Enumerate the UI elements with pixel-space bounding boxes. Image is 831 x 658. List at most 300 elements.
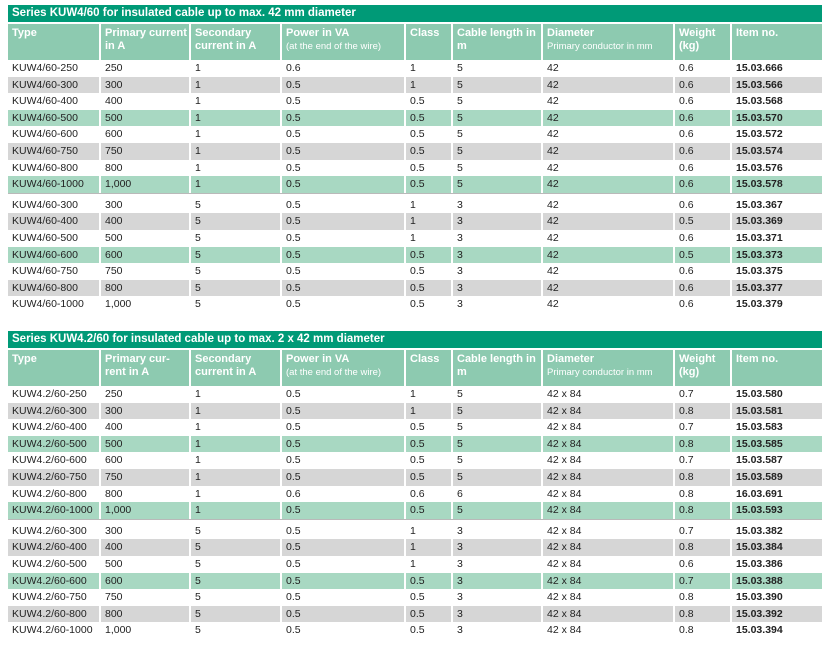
cell-type: KUW4/60-500: [12, 231, 78, 244]
cell-item-no: 15.03.371: [730, 230, 822, 247]
header-secondary-current: Secondary current in A: [189, 24, 280, 60]
cell-power: 0.5: [280, 176, 404, 193]
cell-cable-length: 3: [451, 523, 541, 540]
cell-class: 0.5: [404, 247, 451, 264]
cell-item-no: 15.03.578: [730, 176, 822, 193]
cell-diameter: 42: [541, 176, 673, 193]
cell-class: 0.5: [404, 452, 451, 469]
cell-cable-length: 5: [451, 60, 541, 77]
cell-class: 0.5: [404, 176, 451, 193]
cell-secondary-current: 1: [189, 93, 280, 110]
cell-primary-current: 800: [99, 606, 189, 623]
cell-diameter: 42 x 84: [541, 556, 673, 573]
cell-item-no: 15.03.384: [730, 539, 822, 556]
cell-power: 0.5: [280, 622, 404, 639]
cell-type: KUW4/60-600: [12, 128, 78, 141]
cell-primary-current: 800: [99, 486, 189, 503]
cell-primary-current: 300: [99, 523, 189, 540]
table-row: [8, 77, 822, 94]
cell-diameter: 42: [541, 110, 673, 127]
cell-type: KUW4.2/60-800: [12, 607, 87, 620]
cell-type: KUW4/60-800: [12, 281, 78, 294]
cell-primary-current: 1,000: [99, 176, 189, 193]
cell-primary-current: 1,000: [99, 622, 189, 639]
cell-primary-current: 250: [99, 386, 189, 403]
cell-secondary-current: 1: [189, 386, 280, 403]
cell-primary-current: 800: [99, 160, 189, 177]
cell-power: 0.5: [280, 280, 404, 297]
table-header: [8, 350, 822, 386]
table-row: [8, 296, 822, 313]
table-row: [8, 589, 822, 606]
cell-secondary-current: 1: [189, 436, 280, 453]
header-diameter-sub: Primary conductor in mm: [547, 367, 653, 378]
header-secondary-current: Secondary current in A: [189, 350, 280, 386]
cell-weight: 0.8: [673, 502, 730, 519]
cell-diameter: 42 x 84: [541, 469, 673, 486]
cell-cable-length: 5: [451, 419, 541, 436]
cell-cable-length: 3: [451, 296, 541, 313]
header-item-no: Item no.: [730, 24, 822, 60]
cell-power: 0.5: [280, 126, 404, 143]
cell-cable-length: 3: [451, 247, 541, 264]
header-type: Type: [12, 27, 37, 39]
cell-primary-current: 400: [99, 539, 189, 556]
cell-class: 1: [404, 213, 451, 230]
cell-type: KUW4/60-1000: [12, 298, 84, 311]
cell-diameter: 42: [541, 126, 673, 143]
cell-secondary-current: 5: [189, 296, 280, 313]
header-power-sub: (at the end of the wire): [286, 367, 382, 378]
cell-diameter: 42: [541, 160, 673, 177]
header-class: Class: [404, 24, 451, 60]
cell-type: KUW4/60-300: [12, 78, 78, 91]
cell-diameter: 42 x 84: [541, 502, 673, 519]
cell-diameter: 42: [541, 230, 673, 247]
cell-power: 0.5: [280, 110, 404, 127]
cell-primary-current: 750: [99, 469, 189, 486]
cell-class: 1: [404, 556, 451, 573]
table-row: [8, 247, 822, 264]
cell-cable-length: 5: [451, 436, 541, 453]
cell-weight: 0.6: [673, 93, 730, 110]
cell-power: 0.5: [280, 419, 404, 436]
header-weight: Weight (kg): [673, 24, 730, 60]
cell-class: 0.5: [404, 263, 451, 280]
cell-diameter: 42 x 84: [541, 589, 673, 606]
cell-type: KUW4.2/60-300: [12, 404, 87, 417]
cell-diameter: 42: [541, 77, 673, 94]
cell-item-no: 15.03.566: [730, 77, 822, 94]
cell-cable-length: 5: [451, 403, 541, 420]
cell-cable-length: 5: [451, 160, 541, 177]
cell-secondary-current: 5: [189, 213, 280, 230]
cell-power: 0.5: [280, 160, 404, 177]
cell-type: KUW4.2/60-600: [12, 454, 87, 467]
cell-weight: 0.6: [673, 110, 730, 127]
cell-item-no: 15.03.593: [730, 502, 822, 519]
cell-power: 0.5: [280, 556, 404, 573]
cell-primary-current: 600: [99, 573, 189, 590]
cell-weight: 0.6: [673, 263, 730, 280]
cell-type: KUW4.2/60-300: [12, 524, 87, 537]
cell-item-no: 15.03.580: [730, 386, 822, 403]
cell-class: 1: [404, 539, 451, 556]
cell-weight: 0.8: [673, 486, 730, 503]
header-diameter-label: Diameter: [547, 27, 595, 39]
table-row: [8, 436, 822, 453]
cell-cable-length: 5: [451, 502, 541, 519]
cell-diameter: 42 x 84: [541, 573, 673, 590]
cell-item-no: 15.03.390: [730, 589, 822, 606]
cell-weight: 0.6: [673, 556, 730, 573]
cell-class: 1: [404, 77, 451, 94]
cell-power: 0.5: [280, 197, 404, 214]
table-row: [8, 197, 822, 214]
table-row: [8, 419, 822, 436]
cell-type: KUW4/60-300: [12, 198, 78, 211]
header-diameter-label: Diameter: [547, 353, 595, 365]
cell-secondary-current: 5: [189, 606, 280, 623]
cell-item-no: 15.03.367: [730, 197, 822, 214]
table-row: [8, 280, 822, 297]
cell-class: 0.5: [404, 419, 451, 436]
series-title: Series KUW4/60 for insulated cable up to max. 42 mm diameter: [8, 5, 822, 22]
cell-diameter: 42 x 84: [541, 403, 673, 420]
cell-cable-length: 5: [451, 93, 541, 110]
cell-diameter: 42: [541, 60, 673, 77]
cell-weight: 0.8: [673, 436, 730, 453]
cell-class: 0.5: [404, 93, 451, 110]
table-row: [8, 160, 822, 177]
cell-primary-current: 500: [99, 110, 189, 127]
cell-cable-length: 5: [451, 469, 541, 486]
header-class: Class: [404, 350, 451, 386]
cell-type: KUW4.2/60-250: [12, 388, 87, 400]
cell-cable-length: 5: [451, 452, 541, 469]
table-row: [8, 110, 822, 127]
cell-primary-current: 500: [99, 556, 189, 573]
cell-type: KUW4.2/60-500: [12, 557, 87, 570]
cell-secondary-current: 1: [189, 143, 280, 160]
cell-secondary-current: 1: [189, 419, 280, 436]
cell-weight: 0.5: [673, 213, 730, 230]
cell-type: KUW4/60-800: [12, 161, 78, 174]
header-primary-current: Primary cur- rent in A: [99, 350, 189, 386]
cell-diameter: 42 x 84: [541, 436, 673, 453]
cell-power: 0.5: [280, 502, 404, 519]
cell-class: 0.5: [404, 436, 451, 453]
header-item-no: Item no.: [730, 350, 822, 386]
cell-weight: 0.8: [673, 469, 730, 486]
cell-class: 0.5: [404, 622, 451, 639]
cell-cable-length: 3: [451, 539, 541, 556]
cell-item-no: 15.03.581: [730, 403, 822, 420]
cell-item-no: 16.03.691: [730, 486, 822, 503]
cell-item-no: 15.03.583: [730, 419, 822, 436]
cell-diameter: 42 x 84: [541, 523, 673, 540]
cell-item-no: 15.03.585: [730, 436, 822, 453]
cell-power: 0.5: [280, 436, 404, 453]
cell-diameter: 42 x 84: [541, 386, 673, 403]
cell-diameter: 42: [541, 247, 673, 264]
header-weight: Weight (kg): [673, 350, 730, 386]
cell-primary-current: 500: [99, 230, 189, 247]
cell-weight: 0.6: [673, 77, 730, 94]
cell-primary-current: 400: [99, 93, 189, 110]
cell-class: 1: [404, 60, 451, 77]
table-row: [8, 403, 822, 420]
cell-type: KUW4.2/60-600: [12, 574, 87, 587]
cell-item-no: 15.03.576: [730, 160, 822, 177]
header-power: [280, 24, 404, 60]
cell-power: 0.5: [280, 452, 404, 469]
table-row: [8, 523, 822, 540]
cell-secondary-current: 1: [189, 176, 280, 193]
cell-item-no: 15.03.379: [730, 296, 822, 313]
cell-type: KUW4/60-750: [12, 144, 78, 157]
cell-secondary-current: 5: [189, 556, 280, 573]
cell-type: KUW4.2/60-800: [12, 487, 87, 500]
header-cable-length: Cable length in m: [451, 24, 541, 60]
cell-weight: 0.6: [673, 160, 730, 177]
cell-power: 0.5: [280, 469, 404, 486]
cell-power: 0.5: [280, 93, 404, 110]
cell-type: KUW4/60-750: [12, 265, 78, 278]
table-row: [8, 386, 822, 403]
cell-diameter: 42: [541, 197, 673, 214]
cell-power: 0.5: [280, 143, 404, 160]
table-row: [8, 622, 822, 639]
cell-primary-current: 400: [99, 419, 189, 436]
header-diameter-sub: Primary conductor in mm: [547, 41, 653, 52]
cell-power: 0.5: [280, 247, 404, 264]
cell-power: 0.5: [280, 77, 404, 94]
cell-diameter: 42 x 84: [541, 539, 673, 556]
cell-secondary-current: 1: [189, 110, 280, 127]
cell-class: 0.6: [404, 486, 451, 503]
cell-primary-current: 1,000: [99, 502, 189, 519]
cell-primary-current: 300: [99, 77, 189, 94]
cell-secondary-current: 1: [189, 126, 280, 143]
table-row: [8, 143, 822, 160]
cell-item-no: 15.03.587: [730, 452, 822, 469]
cell-weight: 0.6: [673, 143, 730, 160]
cell-primary-current: 750: [99, 143, 189, 160]
cell-primary-current: 600: [99, 247, 189, 264]
cell-class: 0.5: [404, 160, 451, 177]
cell-class: 0.5: [404, 143, 451, 160]
cell-cable-length: 3: [451, 573, 541, 590]
header-type: Type: [12, 353, 37, 365]
row-group-1: [8, 386, 822, 519]
cell-diameter: 42: [541, 143, 673, 160]
cell-primary-current: 300: [99, 197, 189, 214]
cell-cable-length: 3: [451, 263, 541, 280]
cell-weight: 0.7: [673, 386, 730, 403]
cell-weight: 0.6: [673, 126, 730, 143]
cell-type: KUW4.2/60-500: [12, 437, 87, 450]
cell-power: 0.5: [280, 539, 404, 556]
cell-primary-current: 400: [99, 213, 189, 230]
cell-item-no: 15.03.392: [730, 606, 822, 623]
cell-type: KUW4.2/60-1000: [12, 504, 93, 517]
table-row: [8, 606, 822, 623]
header-diameter: [541, 350, 673, 386]
cell-secondary-current: 5: [189, 197, 280, 214]
cell-class: 1: [404, 403, 451, 420]
table-row: [8, 230, 822, 247]
cell-secondary-current: 5: [189, 280, 280, 297]
cell-weight: 0.5: [673, 247, 730, 264]
cell-class: 0.5: [404, 589, 451, 606]
table-row: [8, 60, 822, 77]
cell-diameter: 42: [541, 213, 673, 230]
cell-secondary-current: 5: [189, 539, 280, 556]
cell-weight: 0.8: [673, 403, 730, 420]
cell-cable-length: 3: [451, 280, 541, 297]
cell-weight: 0.6: [673, 296, 730, 313]
cell-cable-length: 3: [451, 622, 541, 639]
cell-type: KUW4.2/60-400: [12, 541, 87, 554]
header-cable-length: Cable length in m: [451, 350, 541, 386]
cell-item-no: 15.03.388: [730, 573, 822, 590]
table-row: [8, 556, 822, 573]
cell-class: 0.5: [404, 469, 451, 486]
cell-secondary-current: 5: [189, 589, 280, 606]
header-power-sub: (at the end of the wire): [286, 41, 382, 52]
cell-cable-length: 5: [451, 176, 541, 193]
cell-primary-current: 750: [99, 263, 189, 280]
cell-power: 0.5: [280, 573, 404, 590]
cell-class: 1: [404, 386, 451, 403]
cell-type: KUW4/60-400: [12, 215, 78, 228]
cell-secondary-current: 5: [189, 523, 280, 540]
cell-item-no: 15.03.382: [730, 523, 822, 540]
cell-item-no: 15.03.373: [730, 247, 822, 264]
cell-class: 0.5: [404, 502, 451, 519]
cell-class: 1: [404, 523, 451, 540]
cell-diameter: 42 x 84: [541, 419, 673, 436]
cell-weight: 0.6: [673, 176, 730, 193]
cell-cable-length: 3: [451, 606, 541, 623]
cell-power: 0.5: [280, 523, 404, 540]
cell-cable-length: 3: [451, 197, 541, 214]
cell-secondary-current: 1: [189, 160, 280, 177]
cell-diameter: 42: [541, 296, 673, 313]
cell-power: 0.6: [280, 486, 404, 503]
cell-type: KUW4/60-1000: [12, 178, 84, 191]
cell-type: KUW4/60-400: [12, 95, 78, 108]
cell-item-no: 15.03.369: [730, 213, 822, 230]
cell-power: 0.5: [280, 589, 404, 606]
row-group-2: [8, 197, 822, 313]
header-primary-current: Primary current in A: [99, 24, 189, 60]
cell-weight: 0.6: [673, 60, 730, 77]
cell-item-no: 15.03.394: [730, 622, 822, 639]
cell-diameter: 42: [541, 280, 673, 297]
cell-cable-length: 3: [451, 213, 541, 230]
cell-diameter: 42 x 84: [541, 452, 673, 469]
cell-weight: 0.8: [673, 589, 730, 606]
cell-cable-length: 5: [451, 77, 541, 94]
cell-secondary-current: 1: [189, 486, 280, 503]
cell-weight: 0.6: [673, 197, 730, 214]
cell-class: 0.5: [404, 280, 451, 297]
cell-class: 1: [404, 230, 451, 247]
cell-weight: 0.6: [673, 280, 730, 297]
cell-item-no: 15.03.574: [730, 143, 822, 160]
series-kuw4-2-60-table: [8, 331, 822, 639]
cell-primary-current: 1,000: [99, 296, 189, 313]
cell-primary-current: 750: [99, 589, 189, 606]
cell-primary-current: 250: [99, 60, 189, 77]
cell-cable-length: 6: [451, 486, 541, 503]
cell-power: 0.5: [280, 403, 404, 420]
cell-primary-current: 300: [99, 403, 189, 420]
cell-class: 0.5: [404, 573, 451, 590]
cell-class: 0.5: [404, 606, 451, 623]
table-row: [8, 176, 822, 193]
cell-type: KUW4/60-500: [12, 111, 78, 124]
header-power-label: Power in VA: [286, 353, 350, 365]
table-row: [8, 452, 822, 469]
cell-item-no: 15.03.386: [730, 556, 822, 573]
cell-weight: 0.7: [673, 419, 730, 436]
cell-diameter: 42 x 84: [541, 622, 673, 639]
cell-item-no: 15.03.568: [730, 93, 822, 110]
cell-weight: 0.7: [673, 452, 730, 469]
cell-type: KUW4.2/60-750: [12, 591, 87, 604]
cell-cable-length: 3: [451, 556, 541, 573]
row-group-2: [8, 523, 822, 639]
cell-secondary-current: 1: [189, 77, 280, 94]
cell-type: KUW4/60-250: [12, 62, 78, 74]
cell-cable-length: 5: [451, 143, 541, 160]
cell-cable-length: 3: [451, 589, 541, 606]
table-row: [8, 93, 822, 110]
cell-type: KUW4.2/60-1000: [12, 624, 93, 637]
cell-weight: 0.8: [673, 606, 730, 623]
cell-class: 1: [404, 197, 451, 214]
cell-cable-length: 5: [451, 126, 541, 143]
cell-secondary-current: 1: [189, 469, 280, 486]
header-power: [280, 350, 404, 386]
cell-primary-current: 800: [99, 280, 189, 297]
table-row: [8, 469, 822, 486]
table-row: [8, 573, 822, 590]
table-row: [8, 486, 822, 503]
cell-primary-current: 600: [99, 126, 189, 143]
series-title: Series KUW4.2/60 for insulated cable up to max. 2 x 42 mm diameter: [8, 331, 822, 348]
cell-weight: 0.8: [673, 622, 730, 639]
cell-cable-length: 5: [451, 386, 541, 403]
cell-item-no: 15.03.572: [730, 126, 822, 143]
cell-diameter: 42: [541, 93, 673, 110]
cell-power: 0.5: [280, 213, 404, 230]
series-kuw4-60-table: [8, 5, 822, 313]
cell-item-no: 15.03.375: [730, 263, 822, 280]
cell-cable-length: 5: [451, 110, 541, 127]
cell-type: KUW4.2/60-400: [12, 421, 87, 434]
cell-item-no: 15.03.666: [730, 60, 822, 77]
cell-secondary-current: 5: [189, 247, 280, 264]
cell-secondary-current: 5: [189, 230, 280, 247]
cell-primary-current: 600: [99, 452, 189, 469]
cell-cable-length: 3: [451, 230, 541, 247]
cell-type: KUW4/60-600: [12, 248, 78, 261]
cell-power: 0.5: [280, 386, 404, 403]
